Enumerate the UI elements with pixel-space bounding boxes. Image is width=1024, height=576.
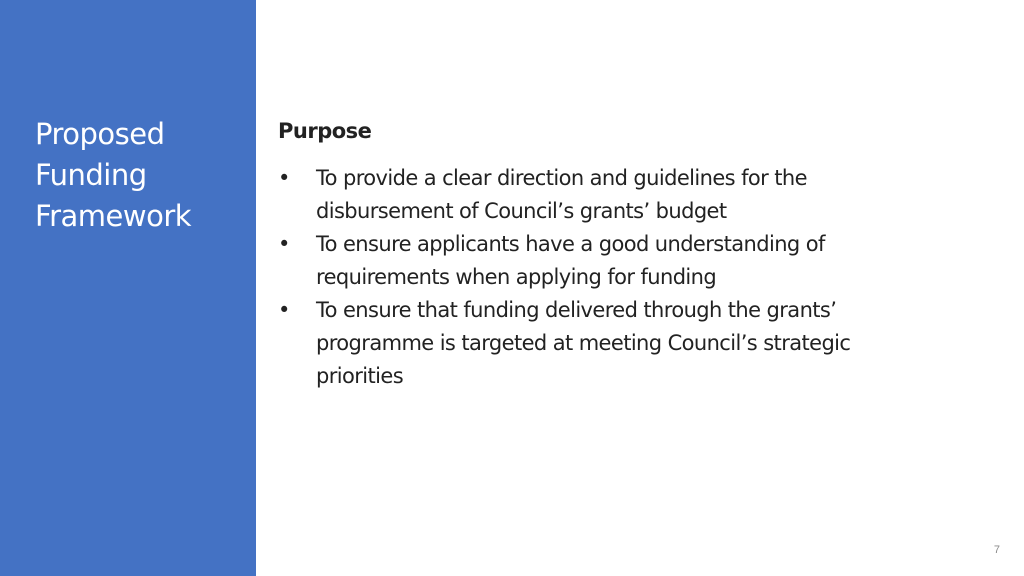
- slide-title-line: Funding: [35, 158, 147, 192]
- bullet-text: To ensure applicants have a good understanding of requirements when applying for funding: [316, 232, 825, 289]
- title-panel: [0, 0, 256, 576]
- section-heading: Purpose: [278, 119, 372, 143]
- bullet-icon: •: [278, 298, 290, 322]
- page-number: 7: [993, 544, 1000, 556]
- bullet-item: [278, 294, 916, 393]
- bullet-list: [278, 162, 958, 393]
- slide-title-line: Proposed: [35, 117, 165, 151]
- slide-title: [35, 114, 245, 237]
- bullet-text: To provide a clear direction and guidelines for the disbursement of Council’s grants’ budget: [316, 166, 807, 223]
- slide-title-line: Framework: [35, 199, 192, 233]
- bullet-text: To ensure that funding delivered through the grants’ programme is targeted at meeting Council’s strategic priorities: [316, 298, 851, 388]
- bullet-icon: •: [278, 232, 290, 256]
- bullet-item: [278, 162, 916, 228]
- bullet-icon: •: [278, 166, 290, 190]
- bullet-item: [278, 228, 916, 294]
- content-area: [278, 116, 958, 393]
